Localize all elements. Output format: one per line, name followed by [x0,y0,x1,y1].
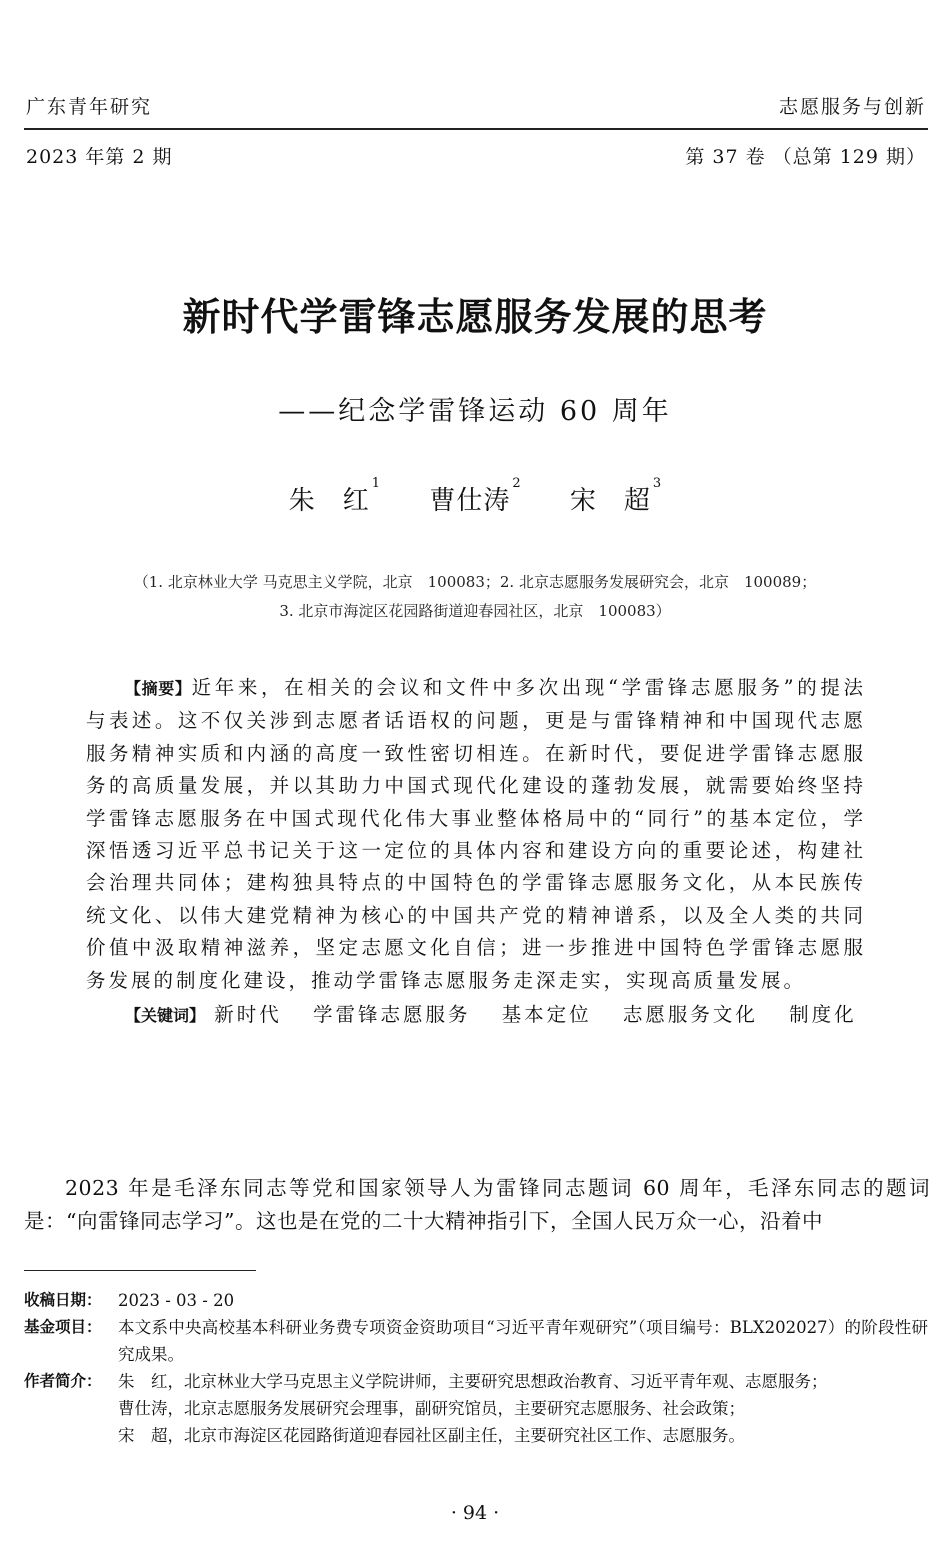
author-bio-item: 朱 红，北京林业大学马克思主义学院讲师，主要研究思想政治教育、习近平青年观、志愿服务； [118,1372,828,1391]
keyword: 制度化 [789,1003,857,1027]
fund-project: 基金项目： 本文系中央高校基本科研业务费专项资金资助项目“习近平青年观研究”（项目编号：BLX202027）的阶段性研究成果。 [24,1318,928,1364]
page-number: · 94 · [450,1502,500,1524]
footnote [24,1287,928,1449]
journal-name: 广东青年研究 [26,96,153,118]
article-subtitle: ——纪念学雷锋运动 60 周年 [278,396,672,427]
keyword: 基本定位 [501,1003,592,1027]
footnote-rule [24,1270,256,1271]
affiliation-line-2: 3. 北京市海淀区花园路街道迎春园社区，北京 100083） [279,602,671,620]
author-bio-item: 曹仕涛，北京志愿服务发展研究会理事，副研究馆员，主要研究志愿服务、社会政策； [118,1399,745,1418]
keyword: 学雷锋志愿服务 [312,1003,471,1027]
issue-info: 2023 年第 2 期 [26,146,173,168]
header-rule [24,128,928,130]
body-paragraph: 2023 年是毛泽东同志等党和国家领导人为雷锋同志题词 60 周年，毛泽东同志的题词是：“向雷锋同志学习”。这也是在党的二十大精神指引下，全国人民万众一心，沿着中 [24,1176,930,1233]
received-date: 收稿日期： 2023 - 03 - 20 [24,1291,235,1310]
abstract-block [86,672,866,1032]
keyword: 志愿服务文化 [622,1003,758,1027]
keywords [86,999,866,1032]
abstract-label: 【摘要】 [125,679,192,698]
author-list [0,476,950,517]
volume-info: 第 37 卷 （总第 129 期） [685,146,926,168]
keyword: 新时代 [214,1003,282,1027]
author-bio: 作者简介： 朱 红，北京林业大学马克思主义学院讲师，主要研究思想政治教育、习近平青年观、志愿服务； 曹仕涛，北京志愿服务发展研究会理事，副研究馆员，主要研究志愿服务、社会政策； 宋 超，北京市海淀区花园路街道迎春园社区副主任，主要研究社区工作、志愿服务。 [24,1368,928,1449]
abstract [86,672,866,997]
article-title: 新时代学雷锋志愿服务发展的思考 [182,295,768,339]
author: 曹仕涛$^2$ [429,476,521,516]
author-bio-item: 宋 超，北京市海淀区花园路街道迎春园社区副主任，主要研究社区工作、志愿服务。 [118,1426,745,1445]
column-name: 志愿服务与创新 [778,96,926,118]
author: 朱 红$^1$ [288,476,381,516]
affiliation-line-1: （1. 北京林业大学 马克思主义学院，北京 100083；2. 北京志愿服务发展研究会，北京 100089； [133,573,817,591]
keywords-label: 【关键词】 [125,1006,206,1026]
author: 宋 超$^3$ [569,476,662,516]
body-text [24,1172,930,1238]
abstract-text: 近年来，在相关的会议和文件中多次出现“学雷锋志愿服务”的提法与表述。这不仅关涉到志愿者话语权的问题，更是与雷锋精神和中国现代志愿服务精神实质和内涵的高度一致性密切相连。在新时代，要促进学雷锋志愿服务的高质量发展，并以其助力中国式现代化建设的蓬勃发展，就需要始终坚持学雷锋志愿服务在中国式现代化伟大事业整体格局中的“同行”的基本定位，学深悟透习近平总书记关于这一定位的具体内容和建设方向的重要论述，构建社会治理共同体；建构独具特点的中国特色的学雷锋志愿服务文化，从本民族传统文化、以伟大建党精神为核心的中国共产党的精神谱系，以及全人类的共同价值中汲取精神滋养，坚定志愿文化自信；进一步推进中国特色学雷锋志愿服务发展的制度化建设，推动学雷锋志愿服务走深走实，实现高质量发展。 [86,676,866,992]
